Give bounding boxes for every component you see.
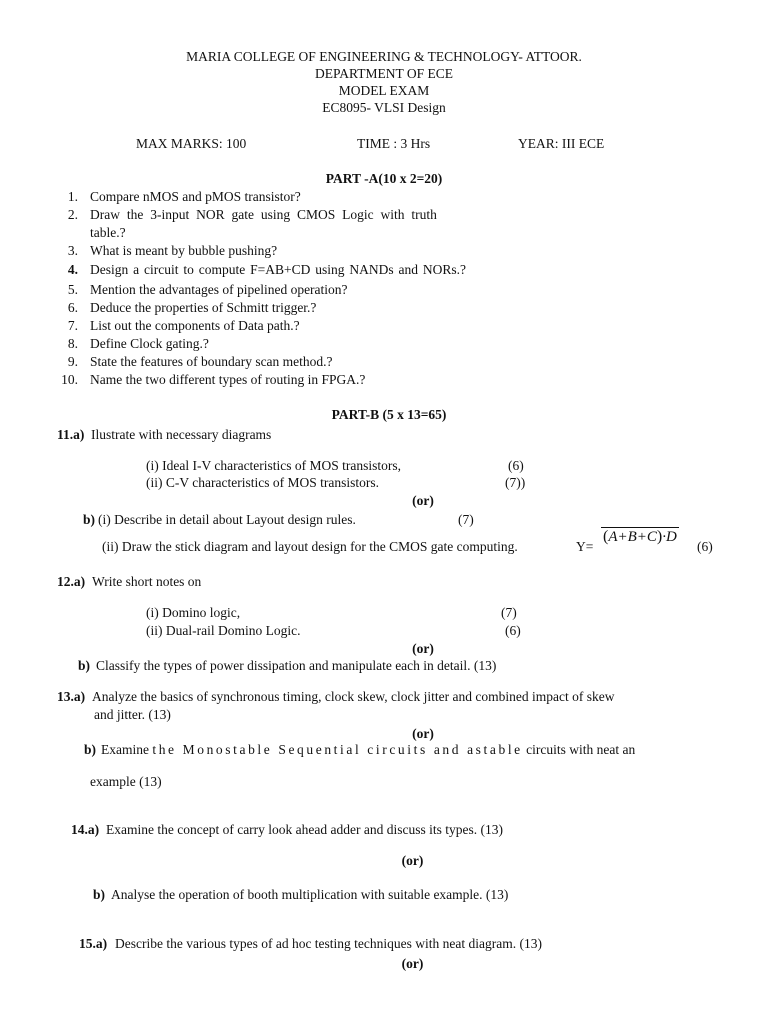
question-number: 5. xyxy=(67,282,78,297)
question-text: Deduce the properties of Schmitt trigger.? xyxy=(90,300,317,315)
or-separator: (or) xyxy=(412,493,434,508)
subquestion-text: (ii) Draw the stick diagram and layout design for the CMOS gate computing. xyxy=(102,539,518,554)
exam-year: YEAR: III ECE xyxy=(518,136,605,151)
exam-time: TIME : 3 Hrs xyxy=(357,136,431,151)
part-a-title: PART -A(10 x 2=20) xyxy=(325,171,443,186)
question-label: b) xyxy=(83,512,96,527)
question-number: 3. xyxy=(67,243,78,258)
question-text: List out the components of Data path.? xyxy=(90,318,300,333)
question-number: 8. xyxy=(67,336,78,351)
question-text: What is meant by bubble pushing? xyxy=(90,243,278,258)
question-number: 4. xyxy=(67,262,78,277)
department-name: DEPARTMENT OF ECE xyxy=(315,66,453,81)
question-text: Draw the 3-input NOR gate using CMOS Logic with truth xyxy=(90,207,437,222)
question-label: 13.a) xyxy=(57,689,86,704)
subquestion-marks: (7)) xyxy=(505,475,526,490)
equation-lhs: Y= xyxy=(576,539,594,554)
subquestion-marks: (6) xyxy=(505,623,521,638)
subquestion-text: (i) Describe in detail about Layout design rules. xyxy=(98,512,356,527)
or-separator: (or) xyxy=(412,641,434,656)
subquestion-text: (ii) C-V characteristics of MOS transistors. xyxy=(146,475,379,490)
max-marks: MAX MARKS: 100 xyxy=(136,136,247,151)
question-text: Compare nMOS and pMOS transistor? xyxy=(90,189,301,204)
overline-expression: (A+B+C)·D xyxy=(603,528,677,545)
subquestion-marks: (6) xyxy=(508,458,524,473)
question-label: 14.a) xyxy=(71,822,100,837)
question-number: 10. xyxy=(61,372,78,387)
question-number: 6. xyxy=(67,300,78,315)
question-text-continued: and jitter. (13) xyxy=(94,707,171,722)
subquestion-text: (ii) Dual-rail Domino Logic. xyxy=(146,623,301,638)
question-label: 12.a) xyxy=(57,574,86,589)
expression-inner: A+B+C xyxy=(608,529,657,545)
subquestion-text: (i) Domino logic, xyxy=(146,605,241,620)
question-label: 11.a) xyxy=(57,427,85,442)
question-number: 9. xyxy=(67,354,78,369)
or-separator: (or) xyxy=(401,853,424,868)
subquestion-marks: (7) xyxy=(501,605,517,620)
boolean-expression xyxy=(601,527,679,545)
question-text: Examine the concept of carry look ahead adder and discuss its types. (13) xyxy=(106,822,503,837)
question-text-continued: example (13) xyxy=(90,774,162,789)
question-text: Mention the advantages of pipelined operation? xyxy=(90,282,348,297)
question-label: b) xyxy=(84,742,97,757)
question-text: Describe the various types of ad hoc testing techniques with neat diagram. (13) xyxy=(115,936,542,951)
question-text: Name the two different types of routing in FPGA.? xyxy=(90,372,366,387)
or-separator: (or) xyxy=(412,726,434,741)
question-text: Ilustrate with necessary diagrams xyxy=(91,427,272,442)
question-text-continued: table.? xyxy=(90,225,126,240)
course-title: EC8095- VLSI Design xyxy=(322,100,446,115)
subquestion-marks: (6) xyxy=(697,539,713,554)
college-name: MARIA COLLEGE OF ENGINEERING & TECHNOLOGY- ATTOOR. xyxy=(186,49,582,64)
question-text: Define Clock gating.? xyxy=(90,336,209,351)
question-text: Analyse the operation of booth multiplication with suitable example. (13) xyxy=(111,887,509,902)
exam-title: MODEL EXAM xyxy=(338,83,430,98)
question-number: 2. xyxy=(67,207,78,222)
question-text xyxy=(101,743,635,757)
question-number: 1. xyxy=(67,189,78,204)
question-text: Write short notes on xyxy=(92,574,202,589)
question-text-part: circuits with neat an xyxy=(526,742,636,757)
question-label: b) xyxy=(93,887,106,902)
question-text: Design a circuit to compute F=AB+CD using NANDs and NORs.? xyxy=(90,262,466,277)
question-label: 15.a) xyxy=(79,936,108,951)
question-text-part: Examine xyxy=(101,742,149,757)
subquestion-text: (i) Ideal I-V characteristics of MOS transistors, xyxy=(146,458,402,473)
or-separator: (or) xyxy=(401,956,424,971)
question-number: 7. xyxy=(67,318,78,333)
question-text-part-spaced: the Monostable Sequential circuits and astable xyxy=(152,742,523,757)
question-text: Classify the types of power dissipation and manipulate each in detail. (13) xyxy=(96,658,497,673)
question-text: Analyze the basics of synchronous timing, clock skew, clock jitter and combined impact of skew xyxy=(92,689,615,704)
question-label: b) xyxy=(78,658,91,673)
part-b-title: PART-B (5 x 13=65) xyxy=(331,407,447,422)
question-text: State the features of boundary scan method.? xyxy=(90,354,333,369)
subquestion-marks: (7) xyxy=(458,512,474,527)
expression-tail: ·D xyxy=(662,529,677,545)
